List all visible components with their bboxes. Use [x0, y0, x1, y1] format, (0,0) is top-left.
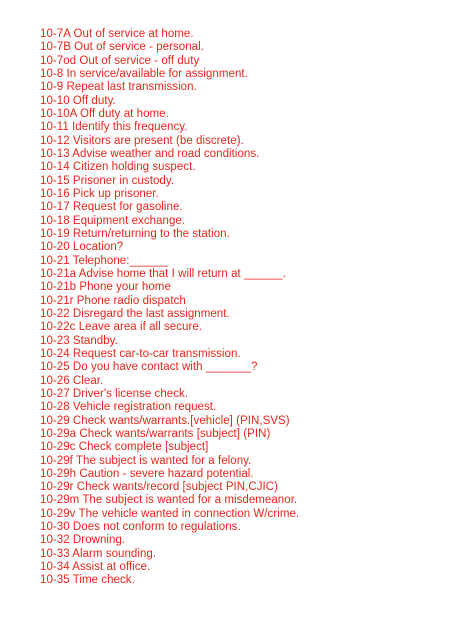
code-line: 10-21r Phone radio dispatch [40, 294, 186, 307]
code-line: 10-16 Pick up prisoner. [40, 187, 159, 200]
code-line: 10-29 Check wants/warrants.[vehicle] (PIN,SVS) [40, 414, 290, 427]
code-line: 10-29m The subject is wanted for a misdemeanor. [40, 494, 298, 507]
code-line: 10-7B Out of service - personal. [40, 41, 204, 54]
code-line: 10-32 Drowning. [40, 534, 126, 547]
code-line: 10-29r Check wants/record [subject PIN,CJIC) [40, 481, 279, 494]
code-line: 10-30 Does not conform to regulations. [40, 521, 241, 534]
code-line: 10-13 Advise weather and road conditions. [40, 147, 260, 160]
code-line: 10-29a Check wants/warrants [subject] (PIN) [40, 427, 271, 440]
code-line: 10-33 Alarm sounding. [40, 547, 157, 560]
code-line: 10-17 Request for gasoline. [40, 201, 183, 214]
code-line: 10-19 Return/returning to the station. [40, 227, 230, 240]
code-line: 10-29f The subject is wanted for a felony. [40, 454, 252, 467]
code-line: 10-21 Telephone:______ [40, 254, 169, 267]
code-line: 10-20 Location? [40, 241, 124, 254]
code-line: 10-15 Prisoner in custody. [40, 174, 175, 187]
code-line: 10-10A Off duty at home. [40, 107, 169, 120]
code-line: 10-22 Disregard the last assignment. [40, 307, 230, 320]
code-line: 10-29v The vehicle wanted in connection W/crime. [40, 507, 300, 520]
code-line: 10-21a Advise home that I will return at ______. [40, 267, 286, 280]
code-line: 10-14 Citizen holding suspect. [40, 161, 196, 174]
ten-code-list [40, 28, 299, 588]
code-line: 10-7od Out of service - off duty [40, 54, 200, 67]
code-line: 10-10 Off duty. [40, 94, 116, 107]
code-line: 10-26 Clear. [40, 374, 104, 387]
code-line: 10-9 Repeat last transmission. [40, 81, 197, 94]
code-line: 10-23 Standby. [40, 334, 118, 347]
code-line: 10-11 Identify this frequency. [40, 121, 188, 134]
code-line: 10-12 Visitors are present (be discrete). [40, 134, 244, 147]
code-line: 10-27 Driver's license check. [40, 387, 189, 400]
code-line: 10-22c Leave area if all secure. [40, 321, 203, 334]
code-line: 10-21b Phone your home [40, 281, 171, 294]
code-line: 10-24 Request car-to-car transmission. [40, 347, 241, 360]
code-line: 10-29c Check complete [subject] [40, 441, 209, 454]
code-line: 10-8 In service/available for assignment. [40, 67, 248, 80]
code-line: 10-29h Caution - severe hazard potential. [40, 467, 254, 480]
code-line: 10-34 Assist at office. [40, 561, 151, 574]
code-line: 10-35 Time check. [40, 574, 135, 587]
code-line: 10-25 Do you have contact with _______? [40, 361, 258, 374]
code-line: 10-7A Out of service at home. [40, 28, 194, 40]
code-line: 10-18 Equipment exchange. [40, 214, 186, 227]
code-line: 10-28 Vehicle registration request. [40, 401, 217, 414]
